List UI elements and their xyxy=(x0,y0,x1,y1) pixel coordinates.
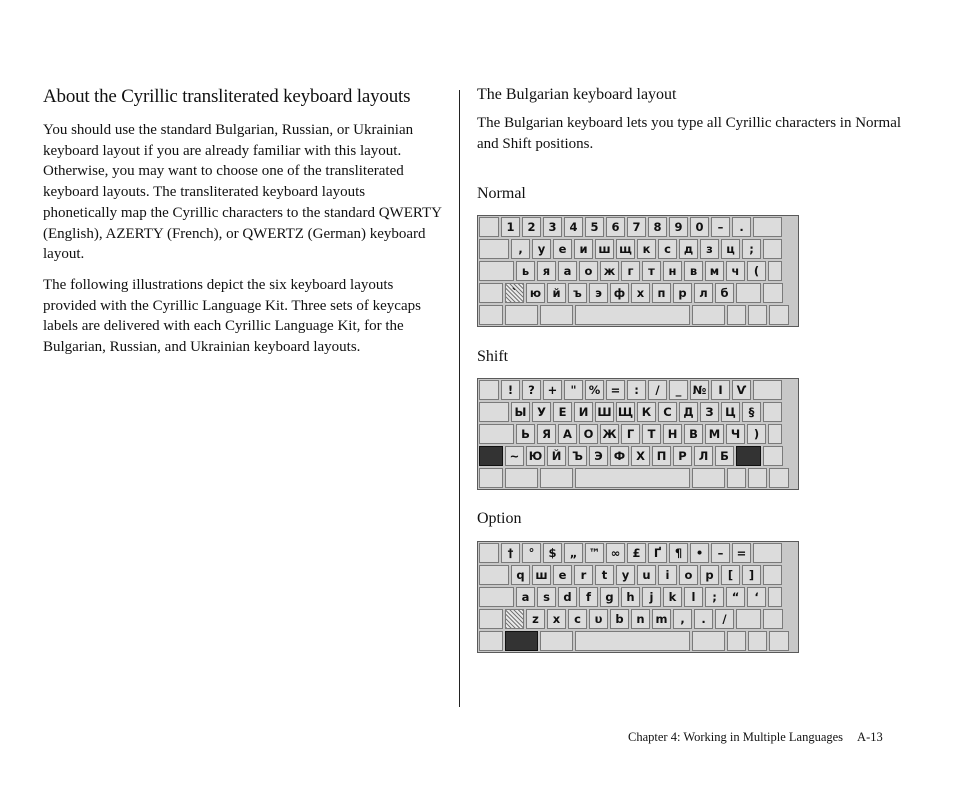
key-row xyxy=(479,305,791,325)
key-row xyxy=(479,239,784,259)
keycap: ж xyxy=(600,261,619,281)
blank-keycap xyxy=(769,631,789,651)
keycap: u xyxy=(637,565,656,585)
keycap: Й xyxy=(547,446,566,466)
blank-keycap xyxy=(479,587,514,607)
keycap: $ xyxy=(543,543,562,563)
keycap: ! xyxy=(501,380,520,400)
keycap: k xyxy=(663,587,682,607)
key-row xyxy=(479,283,785,303)
keycap: к xyxy=(637,239,656,259)
keycap: ц xyxy=(721,239,740,259)
keycap: / xyxy=(648,380,667,400)
keycap: – xyxy=(711,543,730,563)
blank-keycap xyxy=(505,609,524,629)
blank-keycap xyxy=(575,631,690,651)
keycap: d xyxy=(558,587,577,607)
blank-keycap xyxy=(575,305,690,325)
normal-label: Normal xyxy=(477,185,526,202)
blank-keycap xyxy=(479,565,509,585)
keycap: i xyxy=(658,565,677,585)
key-row xyxy=(479,468,791,488)
blank-keycap xyxy=(763,402,782,422)
keycap: q xyxy=(511,565,530,585)
keycap: ч xyxy=(726,261,745,281)
keycap: Ѵ xyxy=(732,380,751,400)
keycap: 7 xyxy=(627,217,646,237)
keycap: ш xyxy=(532,565,551,585)
keycap: п xyxy=(652,283,671,303)
keycap: ° xyxy=(522,543,541,563)
keycap: , xyxy=(511,239,530,259)
keycap: е xyxy=(553,239,572,259)
keycap: о xyxy=(579,261,598,281)
keycap: n xyxy=(631,609,650,629)
keycap: Г xyxy=(621,424,640,444)
keycap: й xyxy=(547,283,566,303)
blank-keycap xyxy=(575,468,690,488)
keycap: К xyxy=(637,402,656,422)
keycap: р xyxy=(673,283,692,303)
blank-keycap xyxy=(479,424,514,444)
blank-keycap xyxy=(479,283,503,303)
keycap: я xyxy=(537,261,556,281)
blank-keycap xyxy=(479,468,503,488)
key-row xyxy=(479,424,784,444)
keycap: s xyxy=(537,587,556,607)
blank-keycap xyxy=(540,631,573,651)
keycap: Д xyxy=(679,402,698,422)
blank-keycap xyxy=(768,424,782,444)
keycap: Ш xyxy=(595,402,614,422)
blank-keycap xyxy=(479,380,499,400)
keycap: „ xyxy=(564,543,583,563)
shift-keyboard xyxy=(477,378,799,490)
keycap: [ xyxy=(721,565,740,585)
blank-keycap xyxy=(479,261,514,281)
blank-keycap xyxy=(727,468,746,488)
keycap: Ы xyxy=(511,402,530,422)
keycap: m xyxy=(652,609,671,629)
keycap: ` xyxy=(505,283,524,303)
keycap: ( xyxy=(747,261,766,281)
keycap: h xyxy=(621,587,640,607)
keycap: ? xyxy=(522,380,541,400)
keycap: a xyxy=(516,587,535,607)
keycap: І xyxy=(711,380,730,400)
keycap: . xyxy=(732,217,751,237)
column-divider xyxy=(459,90,460,707)
keycap: 1 xyxy=(501,217,520,237)
option-keyboard xyxy=(477,541,799,653)
blank-keycap xyxy=(540,468,573,488)
keycap: Ф xyxy=(610,446,629,466)
keycap: ~ xyxy=(505,446,524,466)
keycap: p xyxy=(700,565,719,585)
keycap: 5 xyxy=(585,217,604,237)
keycap: З xyxy=(700,402,719,422)
blank-keycap xyxy=(753,543,782,563)
keycap: м xyxy=(705,261,724,281)
keycap: ; xyxy=(705,587,724,607)
key-row xyxy=(479,261,784,281)
keycap: e xyxy=(553,565,572,585)
keycap: а xyxy=(558,261,577,281)
blank-keycap xyxy=(505,631,538,651)
blank-keycap xyxy=(479,446,503,466)
blank-keycap xyxy=(768,587,782,607)
blank-keycap xyxy=(736,283,761,303)
keycap: ¶ xyxy=(669,543,688,563)
blank-keycap xyxy=(479,543,499,563)
keycap: Я xyxy=(537,424,556,444)
left-column xyxy=(43,86,443,368)
blank-keycap xyxy=(692,305,725,325)
keycap: В xyxy=(684,424,703,444)
keycap: щ xyxy=(616,239,635,259)
shift-label: Shift xyxy=(477,348,509,365)
keycap: 0 xyxy=(690,217,709,237)
keycap: – xyxy=(711,217,730,237)
keycap: † xyxy=(501,543,520,563)
keycap: • xyxy=(690,543,709,563)
keycap: ш xyxy=(595,239,614,259)
keycap: Э xyxy=(589,446,608,466)
keycap: э xyxy=(589,283,608,303)
blank-keycap xyxy=(727,631,746,651)
keycap: ь xyxy=(516,261,535,281)
key-row xyxy=(479,446,785,466)
keycap: υ xyxy=(589,609,608,629)
right-column xyxy=(477,86,917,154)
blank-keycap xyxy=(763,239,782,259)
keycap: г xyxy=(621,261,640,281)
keycap: № xyxy=(690,380,709,400)
keycap: ‘ xyxy=(747,587,766,607)
blank-keycap xyxy=(479,402,509,422)
keycap: Ц xyxy=(721,402,740,422)
key-row xyxy=(479,609,785,629)
keycap: ∞ xyxy=(606,543,625,563)
blank-keycap xyxy=(692,468,725,488)
keycap: н xyxy=(663,261,682,281)
keycap: Ъ xyxy=(568,446,587,466)
keycap: Л xyxy=(694,446,713,466)
blank-keycap xyxy=(763,609,783,629)
keycap: + xyxy=(543,380,562,400)
keycap: . xyxy=(694,609,713,629)
blank-keycap xyxy=(763,283,783,303)
keycap: х xyxy=(547,609,566,629)
keycap: f xyxy=(579,587,598,607)
keycap: b xyxy=(610,609,629,629)
blank-keycap xyxy=(748,305,767,325)
key-row xyxy=(479,631,791,651)
bulgarian-heading: The Bulgarian keyboard layout xyxy=(477,86,677,103)
keycap: ™ xyxy=(585,543,604,563)
blank-keycap xyxy=(692,631,725,651)
blank-keycap xyxy=(479,217,499,237)
keycap: С xyxy=(658,402,677,422)
keycap: _ xyxy=(669,380,688,400)
blank-keycap xyxy=(736,446,761,466)
keycap: в xyxy=(684,261,703,281)
keycap: / xyxy=(715,609,734,629)
keycap: j xyxy=(642,587,661,607)
key-row xyxy=(479,587,784,607)
keycap: Ж xyxy=(600,424,619,444)
keycap: 2 xyxy=(522,217,541,237)
keycap: c xyxy=(568,609,587,629)
keycap: ъ xyxy=(568,283,587,303)
page-number: A-13 xyxy=(857,730,883,744)
keycap: 3 xyxy=(543,217,562,237)
page-footer xyxy=(628,730,883,745)
blank-keycap xyxy=(748,631,767,651)
keycap: Т xyxy=(642,424,661,444)
blank-keycap xyxy=(763,446,783,466)
keycap: 9 xyxy=(669,217,688,237)
blank-keycap xyxy=(479,305,503,325)
blank-keycap xyxy=(769,305,789,325)
blank-keycap xyxy=(748,468,767,488)
keycap: 8 xyxy=(648,217,667,237)
key-row xyxy=(479,565,784,585)
keycap: % xyxy=(585,380,604,400)
blank-keycap xyxy=(727,305,746,325)
blank-keycap xyxy=(505,468,538,488)
option-label: Option xyxy=(477,510,522,527)
bulgarian-intro: The Bulgarian keyboard lets you type all Cyrillic characters in Normal and Shift positions. xyxy=(477,115,902,152)
keycap: д xyxy=(679,239,698,259)
keycap: r xyxy=(574,565,593,585)
keycap: з xyxy=(700,239,719,259)
keycap: : xyxy=(627,380,646,400)
blank-keycap xyxy=(769,468,789,488)
blank-keycap xyxy=(753,380,782,400)
intro-paragraph: You should use the standard Bulgarian, Russian, or Ukrainian keyboard layout if you are already familiar with this layout. Otherwise, you may want to choose one of the transliterated keyboard layouts. The transliterated keyboard layouts phonetically map the Cyrillic characters to the standard QWERTY (English), AZERTY (French), or QWERTZ (German) keyboard layout. xyxy=(43,122,442,263)
key-row xyxy=(479,402,784,422)
section-heading: About the Cyrillic transliterated keyboard layouts xyxy=(43,86,411,107)
keycap: 4 xyxy=(564,217,583,237)
blank-keycap xyxy=(505,305,538,325)
keycap: Р xyxy=(673,446,692,466)
keycap: ] xyxy=(742,565,761,585)
keycap: ф xyxy=(610,283,629,303)
key-row xyxy=(479,380,784,400)
keycap: t xyxy=(595,565,614,585)
keycap: О xyxy=(579,424,598,444)
keycap: Н xyxy=(663,424,682,444)
blank-keycap xyxy=(768,261,782,281)
keycap: £ xyxy=(627,543,646,563)
keycap: Щ xyxy=(616,402,635,422)
keycap: Ґ xyxy=(648,543,667,563)
illustrations-paragraph: The following illustrations depict the six keyboard layouts provided with the Cyrillic Language Kit. Three sets of keycaps labels are delivered with each Cyrillic Language Kit, for the Bulgarian, Russian, and Ukrainian keyboard layouts. xyxy=(43,276,421,356)
blank-keycap xyxy=(763,565,782,585)
keycap: А xyxy=(558,424,577,444)
keycap: ю xyxy=(526,283,545,303)
blank-keycap xyxy=(479,239,509,259)
keycap: Ю xyxy=(526,446,545,466)
chapter-title: Chapter 4: Working in Multiple Languages xyxy=(628,730,844,744)
keycap: = xyxy=(732,543,751,563)
keycap: l xyxy=(684,587,703,607)
key-row xyxy=(479,217,784,237)
keycap: у xyxy=(532,239,551,259)
keycap: Ч xyxy=(726,424,745,444)
keycap: 6 xyxy=(606,217,625,237)
keycap: Х xyxy=(631,446,650,466)
keycap: Б xyxy=(715,446,734,466)
keycap: с xyxy=(658,239,677,259)
keycap: Ь xyxy=(516,424,535,444)
keycap: “ xyxy=(726,587,745,607)
keycap: = xyxy=(606,380,625,400)
keycap: т xyxy=(642,261,661,281)
keycap: g xyxy=(600,587,619,607)
keycap: Е xyxy=(553,402,572,422)
keycap: б xyxy=(715,283,734,303)
keycap: o xyxy=(679,565,698,585)
keycap: , xyxy=(673,609,692,629)
keycap: П xyxy=(652,446,671,466)
keycap: ) xyxy=(747,424,766,444)
keycap: И xyxy=(574,402,593,422)
keycap: ; xyxy=(742,239,761,259)
keycap: z xyxy=(526,609,545,629)
keycap: § xyxy=(742,402,761,422)
keycap: У xyxy=(532,402,551,422)
blank-keycap xyxy=(736,609,761,629)
blank-keycap xyxy=(540,305,573,325)
normal-keyboard xyxy=(477,215,799,327)
keycap: и xyxy=(574,239,593,259)
keycap: y xyxy=(616,565,635,585)
keycap: М xyxy=(705,424,724,444)
keycap: л xyxy=(694,283,713,303)
key-row xyxy=(479,543,784,563)
keycap: х xyxy=(631,283,650,303)
blank-keycap xyxy=(753,217,782,237)
blank-keycap xyxy=(479,631,503,651)
blank-keycap xyxy=(479,609,503,629)
keycap: " xyxy=(564,380,583,400)
